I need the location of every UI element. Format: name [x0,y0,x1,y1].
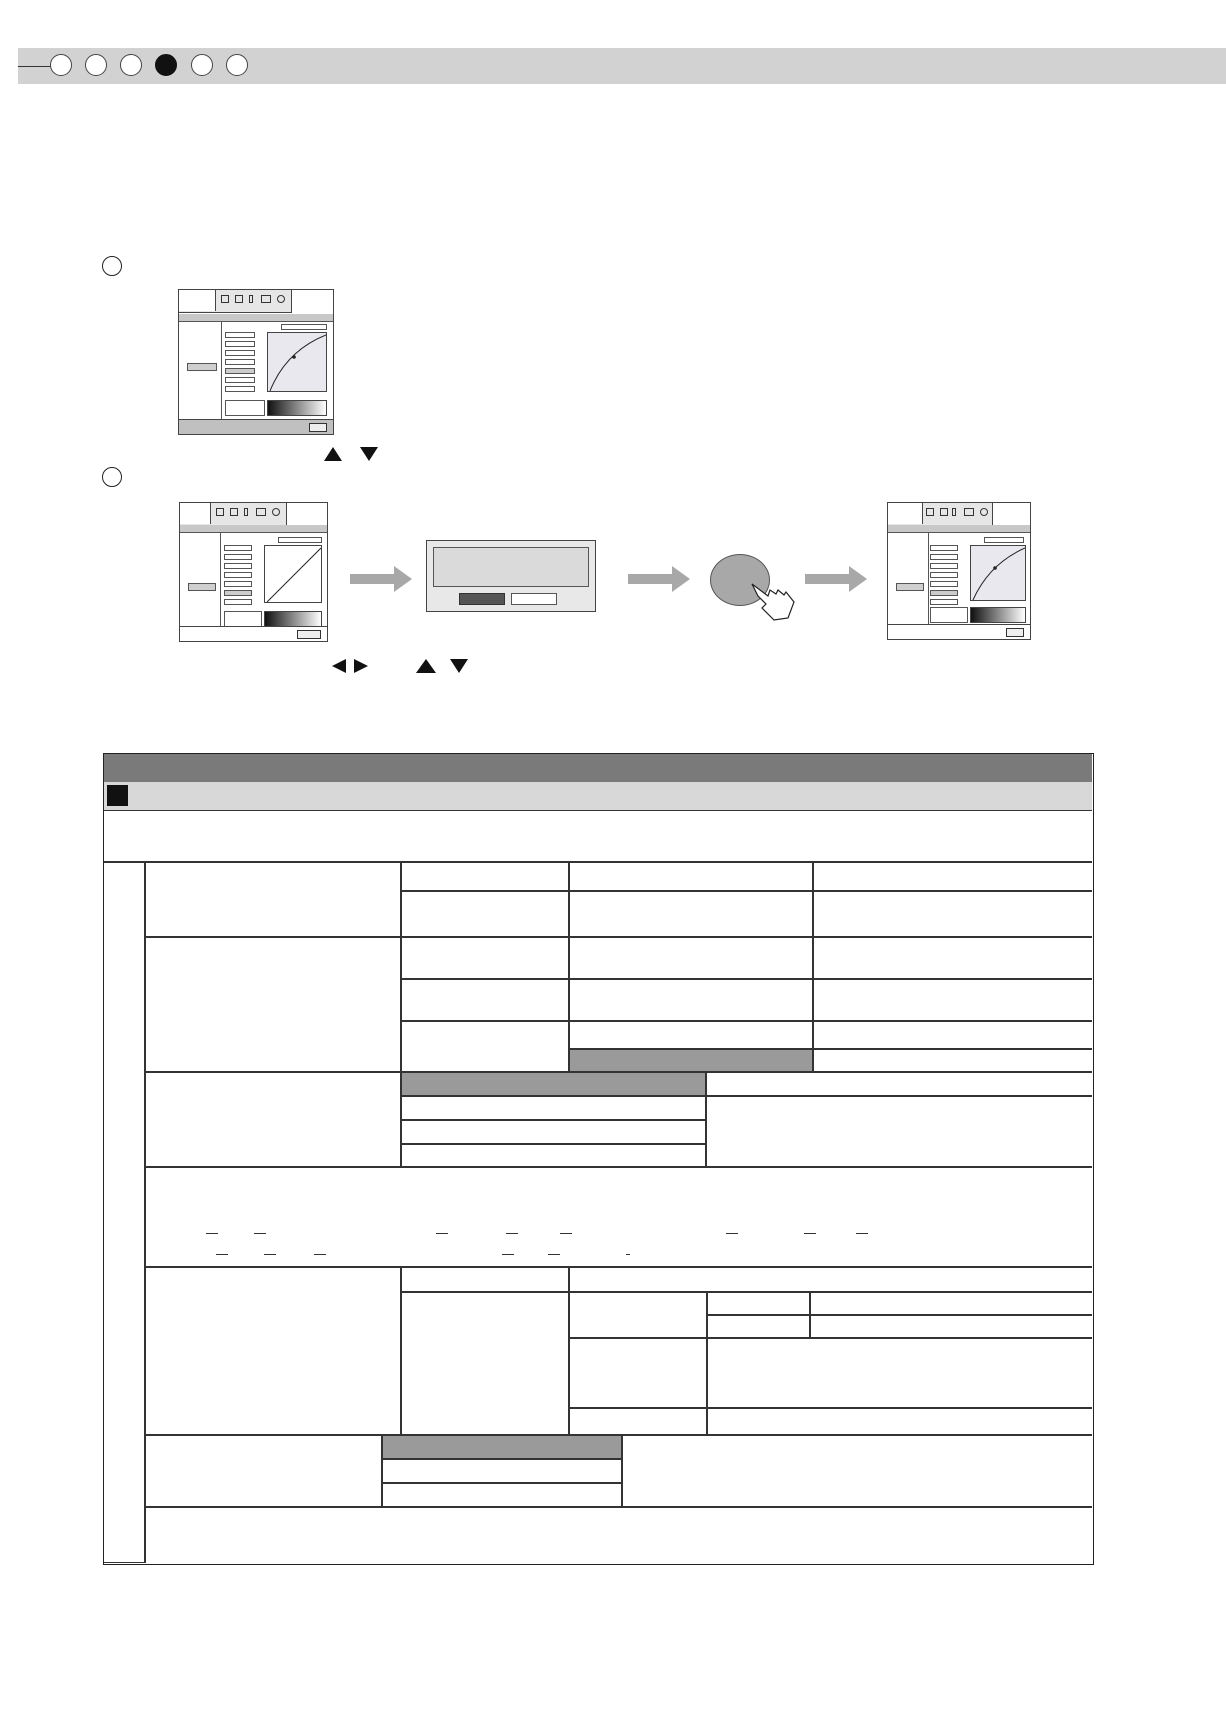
gamma-curve [971,546,1026,601]
row-label [145,1267,401,1435]
dialog-message-area [433,547,589,587]
overline-mark [436,1233,448,1234]
menu-item [930,563,958,569]
menu-column-divider [220,533,221,629]
table-cell [569,1292,707,1338]
grayscale-bar [267,400,327,416]
table-cell [401,862,569,891]
arrow-keys-step2 [330,657,470,675]
table-cell [706,1072,1092,1096]
info-box [225,400,265,416]
menu-item-selected [225,368,255,374]
info-tab-icon [980,508,988,516]
footer-note-row [145,1507,1092,1563]
menu-title-band [888,525,1030,533]
pressing-hand-icon [748,578,798,622]
menu-item [930,599,958,605]
menu-item [224,563,252,569]
menu-item [225,386,255,392]
settings-table [103,753,1094,1565]
table-cell [401,1120,706,1144]
table-cell [401,1267,569,1292]
menu-tabs [887,502,993,526]
table-cell [707,1338,1092,1408]
menu-item-selected [224,590,252,596]
menu-footer [179,419,333,434]
menu-footer [888,624,1030,639]
step-dot-2 [85,54,107,76]
menu-screen-result [887,502,1031,640]
menu-item [225,332,255,338]
up-arrow-icon [416,659,436,673]
table-cell [569,891,813,937]
gamma-curve-graph [267,332,327,392]
flow-arrow-2 [628,566,692,592]
menu-tabs [178,289,292,313]
table-cell [813,979,1092,1021]
table-cell-highlight [382,1435,622,1459]
table-cell [813,862,1092,891]
overline-mark [726,1233,738,1234]
overline-mark [804,1233,816,1234]
table-title-row [104,754,1092,783]
footer-button [309,423,327,432]
down-arrow-icon [450,659,468,673]
menu-item [930,581,958,587]
menu-item [930,554,958,560]
adjust-tab-icon [926,508,934,516]
adjust-tab-icon [216,508,224,516]
table-cell [401,937,569,979]
step-dot-4-active [155,54,177,76]
table-cell [707,1315,810,1338]
table-cell [401,1021,569,1072]
table-section-row [104,782,1092,811]
picture-tab-icon [888,503,923,524]
table-cell [622,1435,1092,1507]
overline-mark [856,1233,868,1234]
install-tab-icon [249,295,253,303]
menu-item [224,581,252,587]
dialog-yes-button[interactable] [459,593,505,605]
right-arrow-icon [354,659,368,673]
overline-mark [560,1233,572,1234]
footer-button [1006,628,1024,637]
info-box [224,611,262,627]
gamma-curve-graph [970,545,1026,601]
table-cell [569,1338,707,1408]
menu-screen-step2 [179,502,328,642]
image-tab-icon [940,508,948,516]
grayscale-bar [970,607,1026,623]
display-tab-icon [261,295,271,303]
row-label [145,1435,382,1507]
step-dot-5 [191,54,213,76]
table-cell [706,1096,1092,1167]
table-cell [569,1021,813,1049]
table-cell [810,1315,1092,1338]
picture-tab-icon [179,290,216,311]
dialog-no-button[interactable] [511,593,557,605]
overline-mark [502,1254,514,1255]
overline-mark [314,1254,326,1255]
value-box [278,537,322,543]
table-cell [813,937,1092,979]
description-row [104,810,1092,862]
table-cell [401,1144,706,1167]
flow-arrow-3 [805,566,869,592]
table-cell [569,1267,1092,1292]
overline-mark [216,1254,228,1255]
table-cell [382,1459,622,1483]
confirm-dialog [426,540,596,612]
table-cell [569,937,813,979]
up-down-arrows-step1 [322,445,382,463]
menu-screen-step1 [178,289,334,435]
table-cell [401,979,569,1021]
table-cell [813,891,1092,937]
menu-item [225,341,255,347]
table-cell-highlight [569,1049,813,1072]
table-cell [401,1096,706,1120]
picture-tab-icon [180,503,211,524]
table-cell [382,1483,622,1507]
menu-item [225,377,255,383]
menu-title-band [179,314,333,322]
footer-button [297,630,321,639]
menu-item-selected [930,590,958,596]
image-tab-icon [230,508,238,516]
menu-footer [180,626,327,641]
section-square-icon [107,785,128,806]
table-cell [569,862,813,891]
info-box [930,607,968,623]
menu-item [930,545,958,551]
table-cell [813,1049,1092,1072]
step-dot-1 [50,54,72,76]
down-arrow-icon [360,447,378,461]
menu-column-divider [928,533,929,627]
menu-item [224,599,252,605]
menu-item [224,554,252,560]
table-cell [707,1408,1092,1435]
row-label [145,1072,401,1167]
menu-item [224,545,252,551]
grayscale-bar [264,611,322,627]
step-dot-6 [226,54,248,76]
menu-item [225,359,255,365]
install-tab-icon [952,508,956,516]
margin-column [104,862,145,1563]
value-box [281,324,327,330]
menu-item [225,350,255,356]
up-arrow-icon [324,447,342,461]
menu-item [224,572,252,578]
gamma-linear-graph [264,545,322,603]
image-tab-icon [235,295,243,303]
note-row [145,1167,1092,1267]
gamma-curve [268,333,327,392]
side-selected-item [188,583,216,591]
table-cell-highlight [401,1072,706,1096]
display-tab-icon [256,508,266,516]
step-dot-3 [120,54,142,76]
info-tab-icon [277,295,285,303]
overline-mark [254,1233,266,1234]
overline-mark [264,1254,276,1255]
overline-mark [548,1254,560,1255]
table-cell [569,1408,707,1435]
table-cell [810,1292,1092,1315]
table-cell [813,1021,1092,1049]
overline-mark [626,1254,630,1255]
table-cell [569,979,813,1021]
side-selected-item [896,583,924,591]
value-box [984,537,1024,543]
menu-tabs [179,502,287,526]
table-cell [401,891,569,937]
table-cell [707,1292,810,1315]
row-label [145,937,401,1072]
menu-item [930,572,958,578]
install-tab-icon [244,508,248,516]
table-cell [401,1292,569,1435]
menu-column-divider [221,322,222,422]
display-tab-icon [964,508,974,516]
info-tab-icon [272,508,280,516]
left-arrow-icon [332,659,346,673]
step-2-marker [102,467,122,487]
side-selected-item [187,363,217,371]
step-1-marker [102,256,122,276]
linear-curve [265,546,322,603]
flow-arrow-1 [350,566,414,592]
overline-mark [206,1233,218,1234]
adjust-tab-icon [221,295,229,303]
row-label [145,862,401,937]
overline-mark [506,1233,518,1234]
menu-title-band [180,525,327,533]
